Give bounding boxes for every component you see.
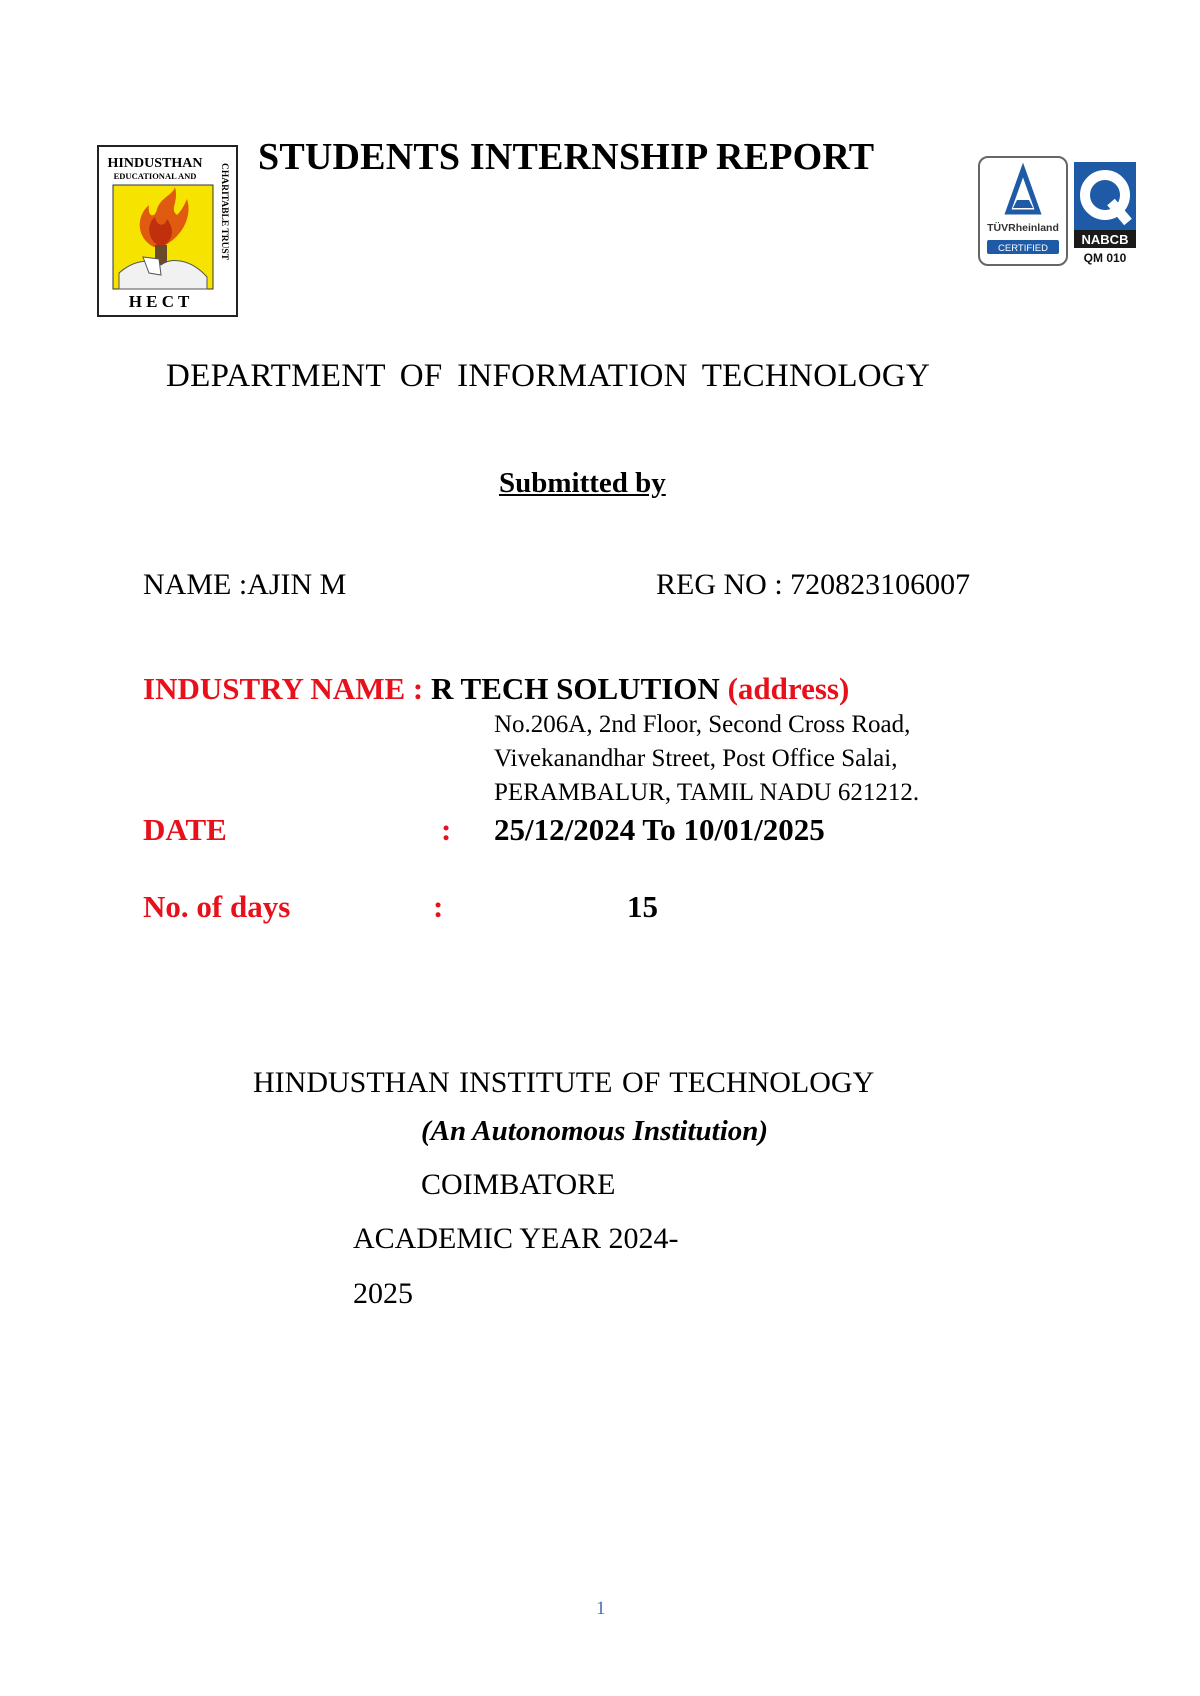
submitted-by-heading: Submitted by	[499, 467, 666, 499]
date-value: 25/12/2024 To 10/01/2025	[494, 812, 825, 847]
days-colon: :	[433, 889, 444, 924]
tuv-brand: TÜVRheinland	[987, 222, 1059, 234]
logo-side-text: CHARITABLE TRUST	[219, 163, 229, 261]
tuv-label: CERTIFIED	[998, 243, 1048, 254]
page-number: 1	[596, 1598, 606, 1619]
nabcb-code: QM 010	[1083, 251, 1127, 265]
date-colon: :	[441, 812, 452, 847]
date-label: DATE	[143, 812, 227, 847]
address-line: Vivekanandhar Street, Post Office Salai,	[494, 745, 898, 772]
address-line: PERAMBALUR, TAMIL NADU 621212.	[494, 779, 920, 806]
address-line: No.206A, 2nd Floor, Second Cross Road,	[494, 711, 911, 738]
logo-name-top: HINDUSTHAN	[107, 156, 203, 171]
academic-year-line: 2025	[353, 1277, 413, 1310]
institution-city: COIMBATORE	[421, 1168, 616, 1201]
nabcb-logo	[1074, 162, 1136, 266]
nabcb-label: NABCB	[1081, 232, 1129, 247]
tuv-certified-logo	[978, 156, 1068, 266]
student-reg-no: REG NO : 720823106007	[656, 568, 971, 601]
industry-label: INDUSTRY NAME :	[143, 671, 424, 706]
institution-subtitle: (An Autonomous Institution)	[421, 1115, 769, 1147]
report-title: STUDENTS INTERNSHIP REPORT	[258, 136, 875, 178]
hect-logo	[97, 145, 238, 317]
industry-name: R TECH SOLUTION	[430, 671, 720, 706]
days-value: 15	[627, 889, 658, 924]
academic-year-line: ACADEMIC YEAR 2024-	[353, 1222, 679, 1255]
department-heading: DEPARTMENT OF INFORMATION TECHNOLOGY	[166, 358, 931, 394]
student-name: NAME :AJIN M	[143, 568, 347, 601]
logo-acronym: H E C T	[128, 292, 190, 311]
industry-address-tag: (address)	[727, 671, 850, 706]
days-label: No. of days	[143, 889, 291, 924]
logo-name-mid: EDUCATIONAL AND	[113, 171, 197, 181]
institution-name: HINDUSTHAN INSTITUTE OF TECHNOLOGY	[253, 1066, 875, 1099]
industry-row	[143, 671, 849, 707]
